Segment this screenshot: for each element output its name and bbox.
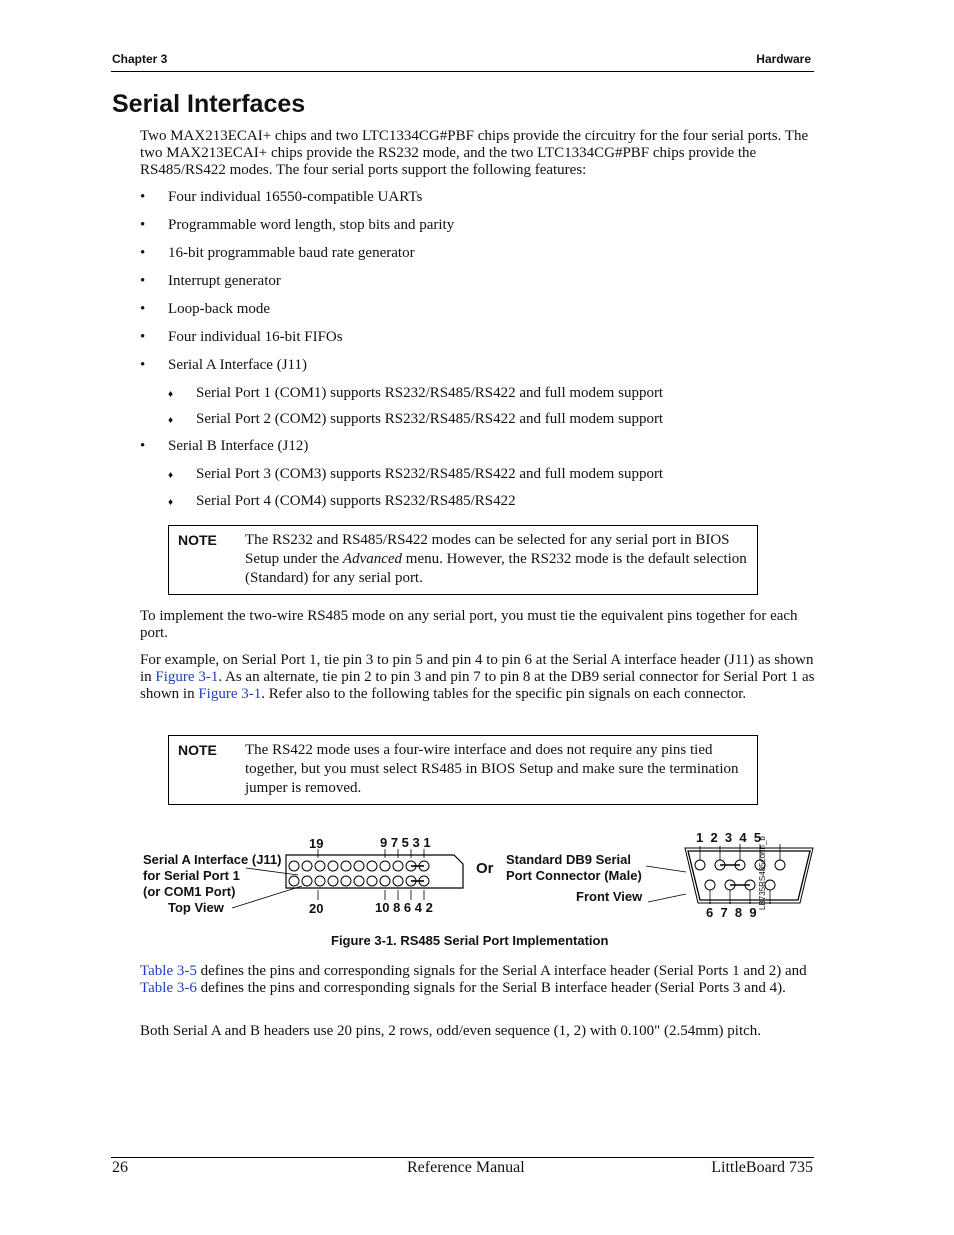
db9-label: Standard DB9 Serial Port Connector (Male) [506,852,642,883]
bullet-icon: • [140,273,146,289]
diamond-bullet-icon: ♦ [168,389,174,400]
intro-paragraph: Two MAX213ECAI+ chips and two LTC1334CG#PBF chips provide the circuitry for the four serial ports. The two MAX213ECAI+ chips provide the RS232 mode, and the two LTC1334CG#PBF chips provide the RS485/RS422 modes. The four serial ports support the following features: [140,128,809,178]
bullet-icon: • [140,357,146,373]
bullet-icon: • [140,301,146,317]
two-wire-paragraph: To implement the two-wire RS485 mode on any serial port, you must tie the equivalent pins together for each port. [140,608,798,641]
list-item-text: Four individual 16550-compatible UARTs [168,189,423,205]
figure-id-code: LB735RS485conn_b [758,836,767,910]
running-header-section: Hardware [756,52,811,66]
page-number: 26 [112,1159,128,1176]
list-item-text: Interrupt generator [168,273,281,289]
figure-link[interactable]: Figure 3-1 [198,686,262,702]
rs485-figure [130,820,830,925]
db9-bottom-pins-label: 6 7 8 9 [706,905,757,920]
table-link[interactable]: Table 3-6 [140,980,197,996]
bullet-icon: • [140,438,146,454]
tables-paragraph: Table 3-5 defines the pins and corresponding signals for the Serial A interface header (Serial Ports 1 and 2) and Table 3-6 defines the pins and corresponding signals for the Serial B interface header (Serial Ports 3 and 4). [140,963,807,996]
list-item-text: Four individual 16-bit FIFOs [168,329,343,345]
bullet-icon: • [140,245,146,261]
top-view-label: Top View [168,900,224,915]
headers-paragraph: Both Serial A and B headers use 20 pins, 2 rows, odd/even sequence (1, 2) with 0.100" (2.54mm) pitch. [140,1023,762,1039]
db9-top-pins-label: 1 2 3 4 5 [696,830,762,845]
sub-list-item-text: Serial Port 1 (COM1) supports RS232/RS485/RS422 and full modem support [196,385,664,401]
figure-link[interactable]: Figure 3-1 [155,669,219,685]
list-item-text: 16-bit programmable baud rate generator [168,245,415,261]
note-text: The RS422 mode uses a four-wire interface and does not require any pins tied together, but you must select RS485 in BIOS Setup and make sure the termination jumper is removed. [245,742,739,796]
list-item-text: Serial A Interface (J11) [168,357,307,373]
footer-doc-title: Reference Manual [407,1159,525,1176]
footer-rule [111,1157,814,1158]
page-title: Serial Interfaces [112,90,306,118]
bullet-icon: • [140,189,146,205]
diamond-bullet-icon: ♦ [168,470,174,481]
list-item-text: Programmable word length, stop bits and parity [168,217,455,233]
sub-list-item-text: Serial Port 2 (COM2) supports RS232/RS485/RS422 and full modem support [196,411,664,427]
sub-list-item-text: Serial Port 3 (COM3) supports RS232/RS485/RS422 and full modem support [196,466,664,482]
table-link[interactable]: Table 3-5 [140,963,197,979]
bullet-icon: • [140,217,146,233]
diamond-bullet-icon: ♦ [168,415,174,426]
header-top-pins-label: 9 7 5 3 1 [380,835,431,850]
diamond-bullet-icon: ♦ [168,497,174,508]
example-paragraph: For example, on Serial Port 1, tie pin 3 to pin 5 and pin 4 to pin 6 at the Serial A interface header (J11) as shown in Figure 3-1. As an alternate, tie pin 2 to pin 3 and pin 7 to pin 8 at the DB9 serial connector for Serial Port 1 as shown in Figure 3-1. Refer also to the following tables for the specific pin signals on each connector. [140,652,815,702]
figure-caption: Figure 3-1. RS485 Serial Port Implementation [331,933,609,948]
header-label: Serial A Interface (J11) for Serial Port 1 (or COM1 Port) [143,852,282,899]
note-box [168,525,758,595]
or-label: Or [476,860,494,877]
pin-20-label: 20 [309,901,324,916]
bullet-icon: • [140,329,146,345]
front-view-label: Front View [576,889,643,904]
pin-19-label: 19 [309,836,324,851]
menu-name: Advanced [342,551,403,567]
sub-list-item-text: Serial Port 4 (COM4) supports RS232/RS485/RS422 [196,493,516,509]
note-label: NOTE [178,532,217,548]
header-rule [111,71,814,72]
list-item-text: Loop-back mode [168,301,271,317]
header-bottom-pins-label: 10 8 6 4 2 [375,900,433,915]
note-text: The RS232 and RS485/RS422 modes can be selected for any serial port in BIOS Setup under the Advanced menu. However, the RS232 mode is the default selection (Standard) for any serial port. [245,532,747,586]
running-header-chapter: Chapter 3 [112,52,168,66]
list-item-text: Serial B Interface (J12) [168,438,309,454]
note-label: NOTE [178,742,217,758]
note-box [168,735,758,805]
footer-product: LittleBoard 735 [711,1159,813,1176]
